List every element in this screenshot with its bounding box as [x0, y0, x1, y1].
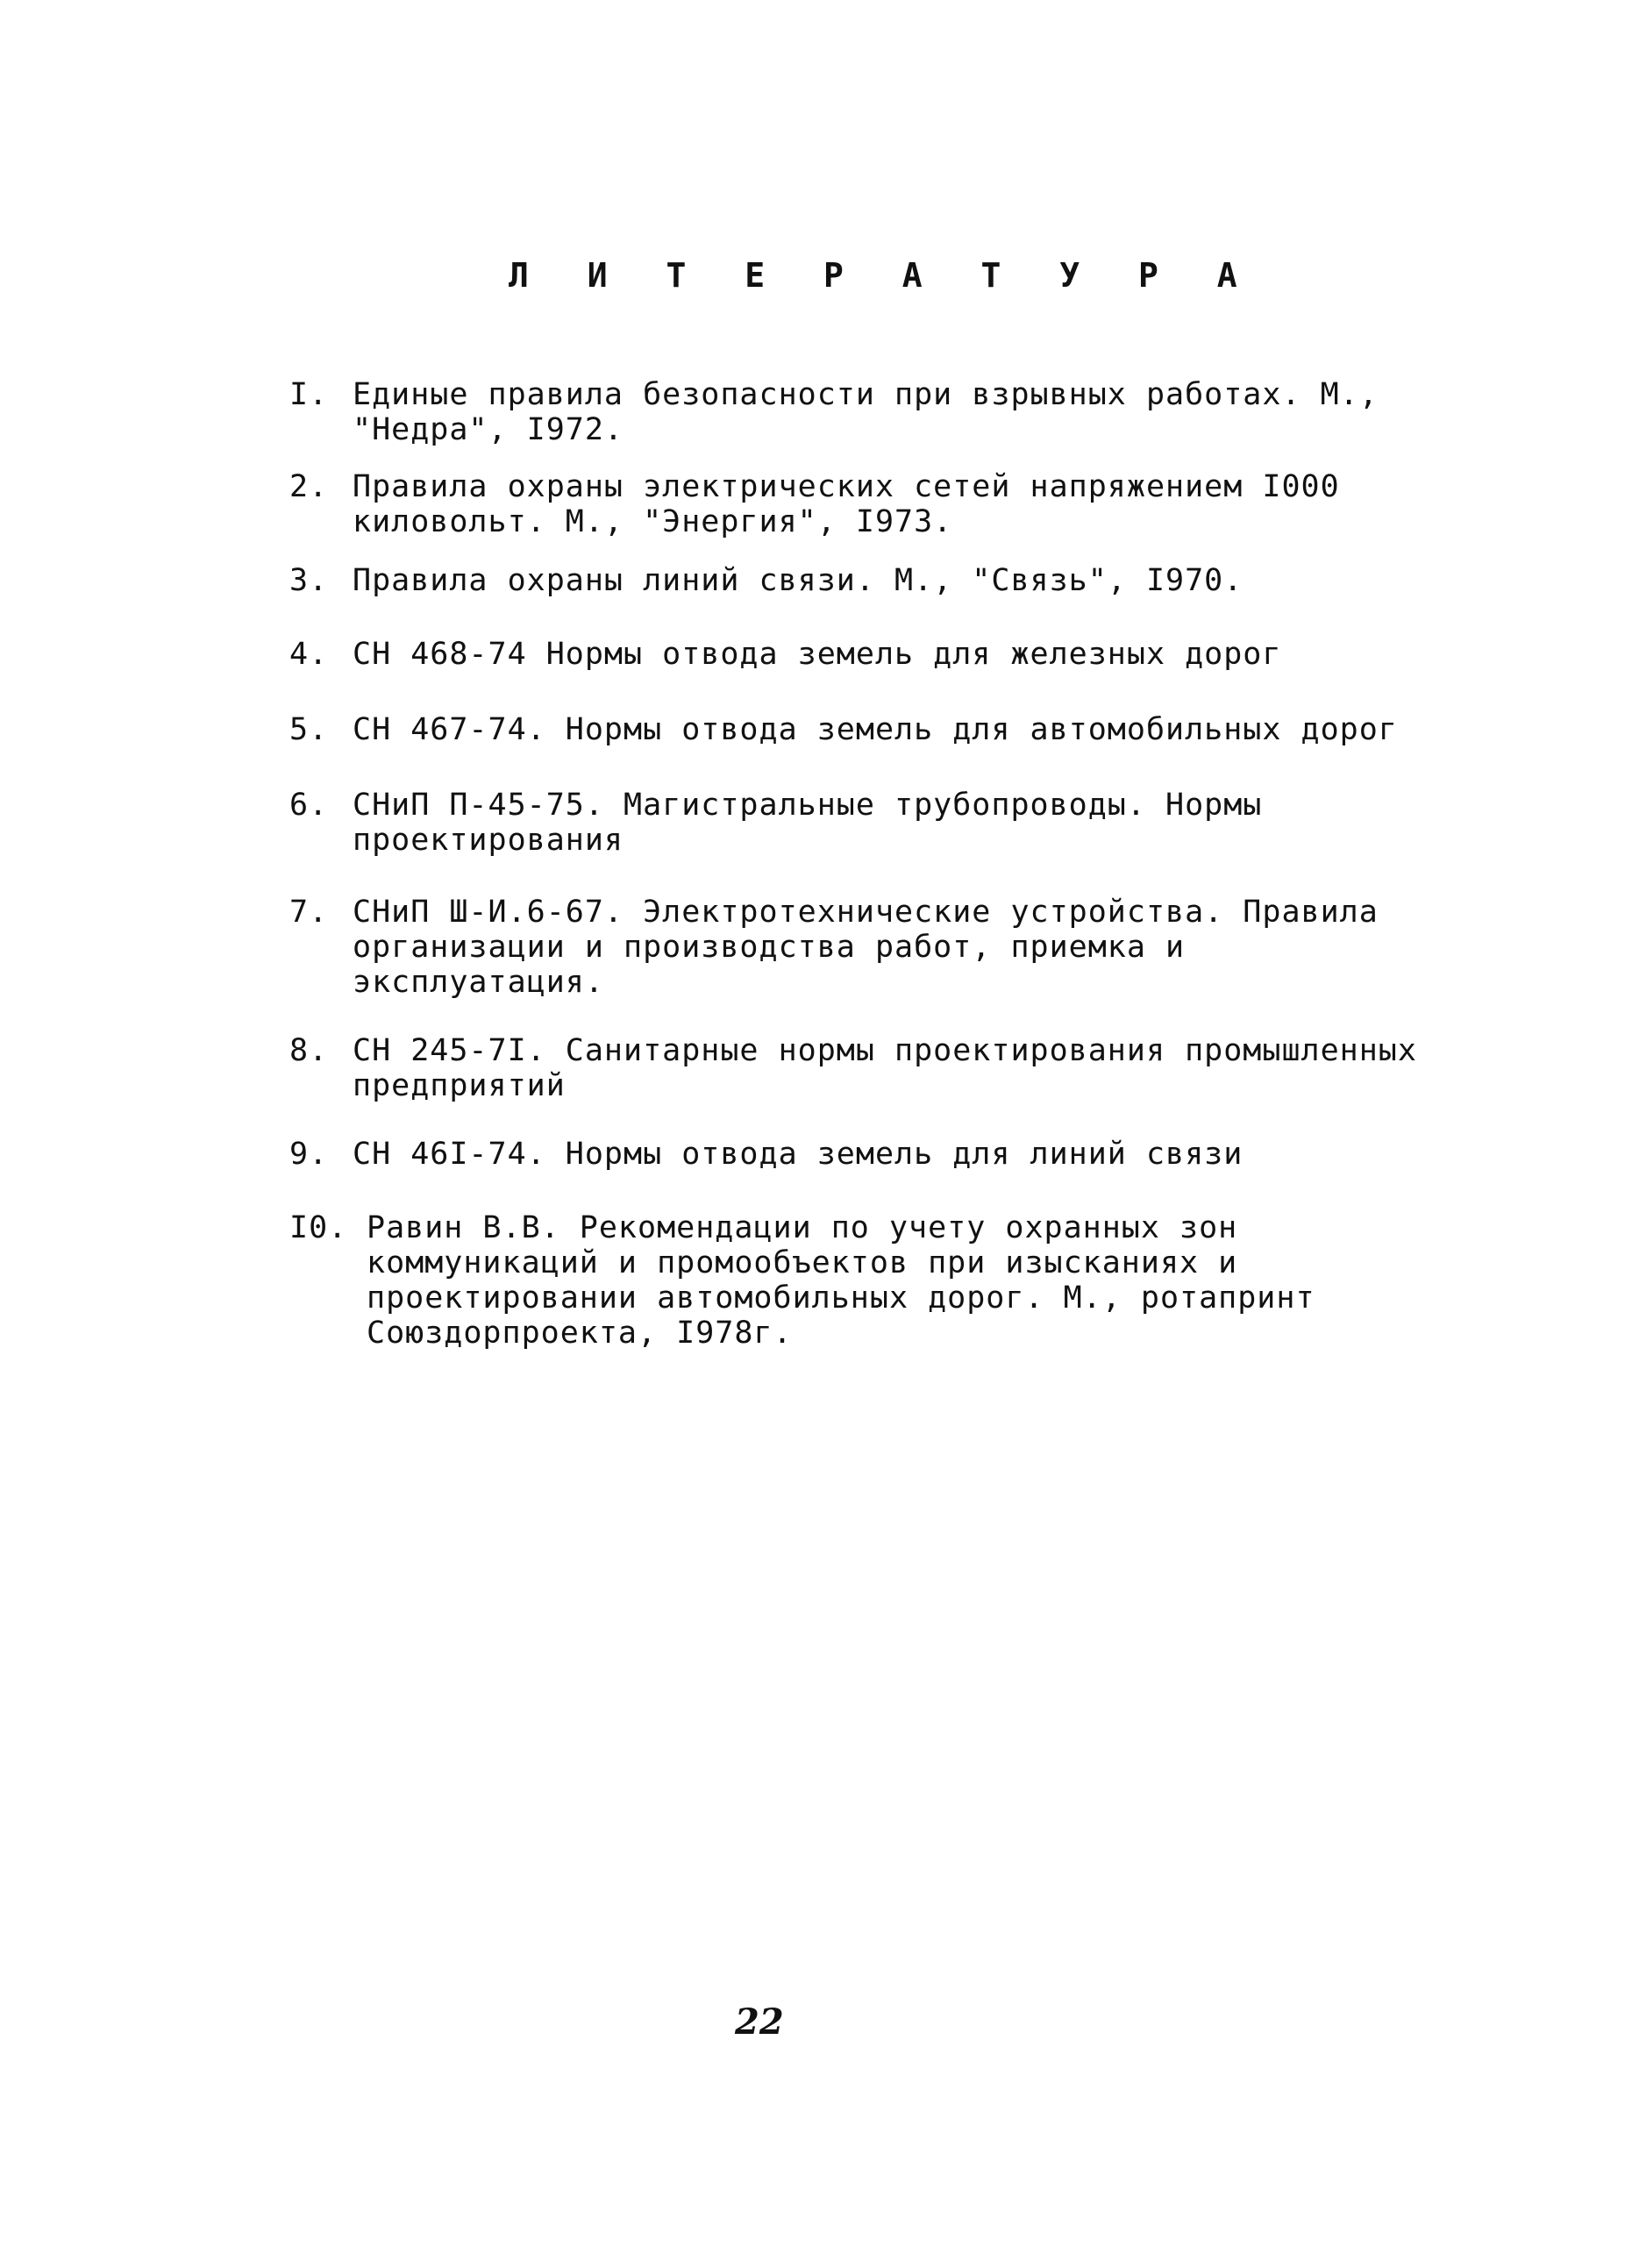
reference-text: Равин В.В. Рекомендации по учету охранных зон коммуникаций и промообъектов при изысканиях и проектировании автомобильных дорог. М., ротапринт Союздорпроекта, I978г.	[367, 1210, 1315, 1351]
reference-number: I.	[289, 377, 329, 412]
reference-text: СН 46I-74. Нормы отвода земель для линий связи	[353, 1137, 1244, 1172]
reference-text: Правила охраны линий связи. М., "Связь", I970.	[353, 563, 1244, 598]
reference-number: 7.	[289, 895, 329, 930]
page-number: 22	[735, 2001, 784, 2043]
page-heading: Л И Т Е Р А Т У Р А	[509, 256, 1257, 295]
reference-text: СН 468-74 Нормы отвода земель для железных дорог	[353, 637, 1282, 672]
reference-item	[289, 895, 1429, 1000]
reference-number: 4.	[289, 637, 329, 672]
reference-text: Единые правила безопасности при взрывных работах. М., "Недра", I972.	[353, 377, 1379, 447]
reference-item	[289, 637, 1429, 672]
reference-item	[289, 563, 1429, 598]
reference-number: 8.	[289, 1033, 329, 1068]
reference-number: 2.	[289, 469, 329, 504]
reference-item	[289, 1033, 1429, 1103]
reference-text: СНиП П-45-75. Магистральные трубопроводы. Нормы проектирования	[353, 788, 1263, 858]
reference-item	[289, 377, 1429, 447]
reference-item	[289, 712, 1429, 747]
reference-item	[289, 788, 1429, 858]
reference-item	[289, 1137, 1429, 1172]
reference-item	[289, 469, 1429, 539]
reference-number: 3.	[289, 563, 329, 598]
reference-text: СН 467-74. Нормы отвода земель для автомобильных дорог	[353, 712, 1398, 747]
reference-text: Правила охраны электрических сетей напряжением I000 киловольт. М., "Энергия", I973.	[353, 469, 1340, 539]
reference-text: СНиП Ш-И.6-67. Электротехнические устройства. Правила организации и производства работ, приемка и эксплуатация.	[353, 895, 1379, 1000]
reference-number: I0.	[289, 1210, 348, 1245]
reference-number: 9.	[289, 1137, 329, 1172]
reference-number: 5.	[289, 712, 329, 747]
reference-item	[289, 1210, 1429, 1351]
reference-number: 6.	[289, 788, 329, 823]
reference-text: СН 245-7I. Санитарные нормы проектирования промышленных предприятий	[353, 1033, 1417, 1103]
